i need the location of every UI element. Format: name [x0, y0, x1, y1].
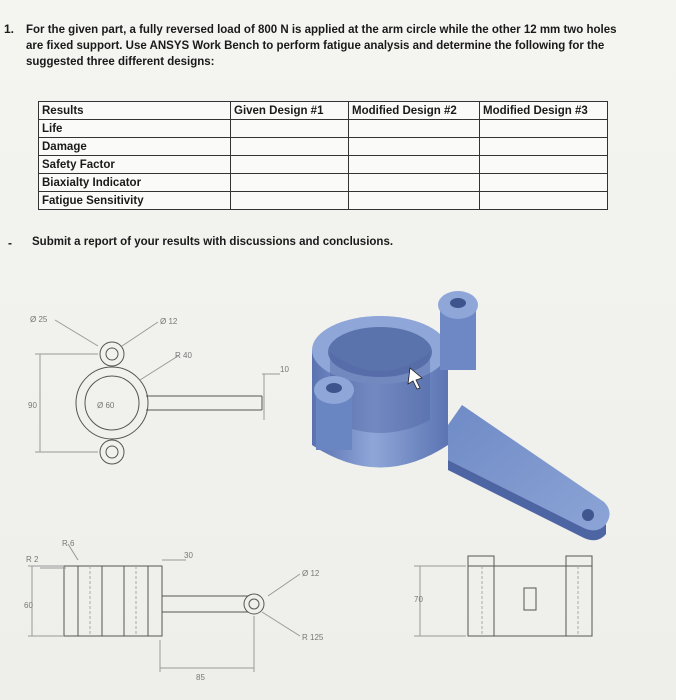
- row-label-fatigue-sensitivity: Fatigue Sensitivity: [39, 192, 231, 210]
- header-results: Results: [39, 102, 231, 120]
- top-view: [35, 320, 280, 464]
- header-design-1: Given Design #1: [231, 102, 349, 120]
- dim-90: 90: [28, 401, 37, 410]
- dim-d12-side: Ø 12: [302, 569, 320, 578]
- dim-d25: Ø 25: [30, 315, 48, 324]
- bullet-dash: -: [8, 236, 12, 250]
- dim-r40: R 40: [175, 351, 192, 360]
- dim-d12-top: Ø 12: [160, 317, 178, 326]
- dim-30: 30: [184, 551, 193, 560]
- side-view: [28, 544, 300, 672]
- dim-85: 85: [196, 673, 205, 682]
- dim-r6: R 6: [62, 539, 75, 548]
- part-3d-render: [312, 291, 610, 540]
- row-label-life: Life: [39, 120, 231, 138]
- front-view: [414, 556, 592, 636]
- dim-60: 60: [24, 601, 33, 610]
- question-number: 1.: [4, 22, 15, 36]
- dim-d60: Ø 60: [97, 401, 115, 410]
- row-label-damage: Damage: [39, 138, 231, 156]
- dim-r125: R 125: [302, 633, 324, 642]
- row-label-safety-factor: Safety Factor: [39, 156, 231, 174]
- dim-10: 10: [280, 365, 289, 374]
- dim-70: 70: [414, 595, 423, 604]
- header-design-2: Modified Design #2: [349, 102, 480, 120]
- submit-instruction: Submit a report of your results with discussions and conclusions.: [32, 236, 394, 248]
- dim-r2: R 2: [26, 555, 39, 564]
- row-label-biaxiality: Biaxialty Indicator: [39, 174, 231, 192]
- header-design-3: Modified Design #3: [480, 102, 608, 120]
- question-text: For the given part, a fully reversed load of 800 N is applied at the arm circle while the other 12 mm two holes are fixed support. Use ANSYS Work Bench to perform fatigue analysis and determine the following for the suggested three different designs:: [26, 24, 617, 68]
